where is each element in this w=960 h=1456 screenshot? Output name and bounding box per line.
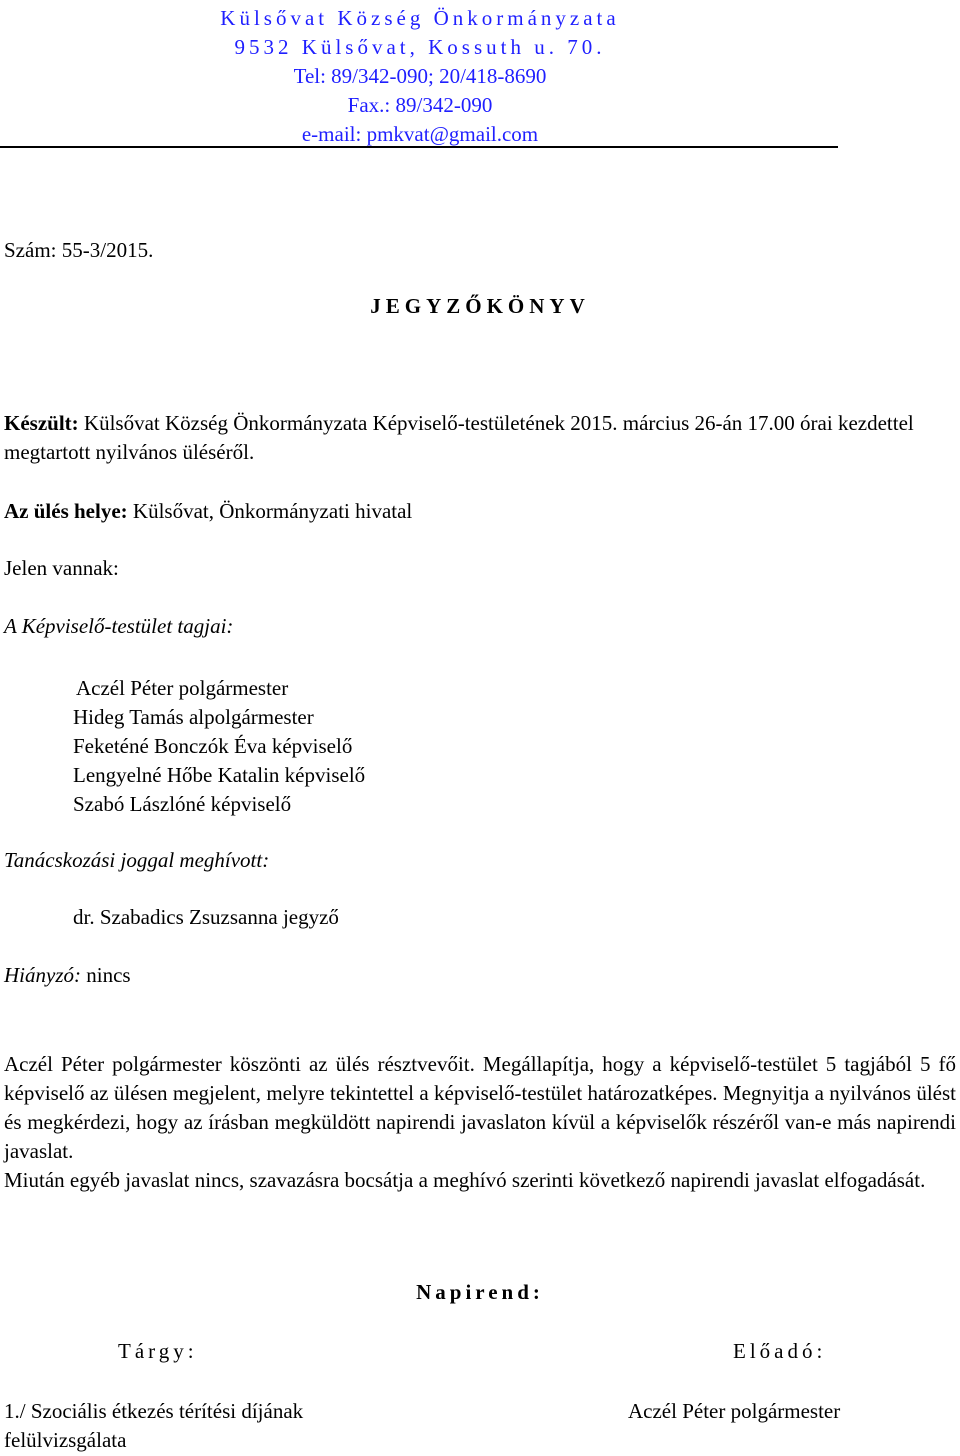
member-item: Feketéné Bonczók Éva képviselő — [73, 734, 353, 758]
helye-label: Az ülés helye: — [4, 499, 128, 523]
members-list — [73, 674, 365, 819]
opening-paragraph — [4, 1050, 956, 1195]
document-title: JEGYZŐKÖNYV — [370, 294, 590, 318]
agenda-subject-heading: Tárgy: — [118, 1339, 198, 1363]
reference-number: Szám: 55-3/2015. — [4, 238, 154, 262]
agenda-item-presenter: Aczél Péter polgármester — [628, 1399, 841, 1423]
agenda-item-subject-line1: 1./ Szociális étkezés térítési díjának — [4, 1399, 304, 1423]
letterhead-org: Külsővat Község Önkormányzata — [220, 6, 620, 30]
attendees-heading: Jelen vannak: — [4, 556, 119, 580]
helye-text: Külsővat, Önkormányzati hivatal — [127, 499, 413, 523]
agenda-presenter-heading: Előadó: — [733, 1339, 827, 1363]
letterhead-address: 9532 Külsővat, Kossuth u. 70. — [234, 35, 606, 59]
letterhead-tel: Tel: 89/342-090; 20/418-8690 — [293, 64, 547, 88]
meeting-location — [4, 499, 412, 524]
members-heading: A Képviselő-testület tagjai: — [4, 614, 234, 638]
keszult-label: Készült: — [4, 411, 79, 435]
agenda-item-subject — [4, 1397, 303, 1455]
member-item: Hideg Tamás alpolgármester — [73, 705, 314, 729]
letterhead — [0, 4, 840, 149]
paragraph-1: Aczél Péter polgármester köszönti az ülés résztvevőit. Megállapítja, hogy a képviselő-testület 5 tagjából 5 fő képviselő az ülésen megjelent, melyre tekintettel a képviselő-testület határozatképes. Megnyitja a nyilvános ülést és megkérdezi, hogy az írásban megküldött napirendi javaslaton kívül a képviselők részéről van-e más napirendi javaslat. — [4, 1052, 956, 1163]
meeting-description — [4, 409, 956, 467]
member-item: Lengyelné Hőbe Katalin képviselő — [73, 763, 366, 787]
invited-heading: Tanácskozási joggal meghívott: — [4, 848, 270, 872]
invited-person: dr. Szabadics Zsuzsanna jegyző — [73, 905, 339, 929]
absent-label: Hiányzó: — [4, 963, 81, 987]
keszult-text: Külsővat Község Önkormányzata Képviselő-testületének 2015. március 26-án 17.00 órai kezdettel megtartott nyilvános üléséről. — [4, 411, 914, 464]
absent-value: nincs — [81, 963, 131, 987]
absent-line — [4, 963, 131, 988]
member-item: Aczél Péter polgármester — [76, 676, 289, 700]
letterhead-divider — [0, 146, 838, 148]
agenda-item-subject-line2: felülvizsgálata — [4, 1428, 127, 1452]
agenda-title: Napirend: — [416, 1280, 544, 1304]
paragraph-2: Miután egyéb javaslat nincs, szavazásra bocsátja a meghívó szerinti következő napirendi javaslat elfogadását. — [4, 1168, 926, 1192]
letterhead-fax: Fax.: 89/342-090 — [347, 93, 493, 117]
letterhead-email[interactable]: e-mail: pmkvat@gmail.com — [301, 122, 539, 146]
member-item: Szabó Lászlóné képviselő — [73, 792, 292, 816]
